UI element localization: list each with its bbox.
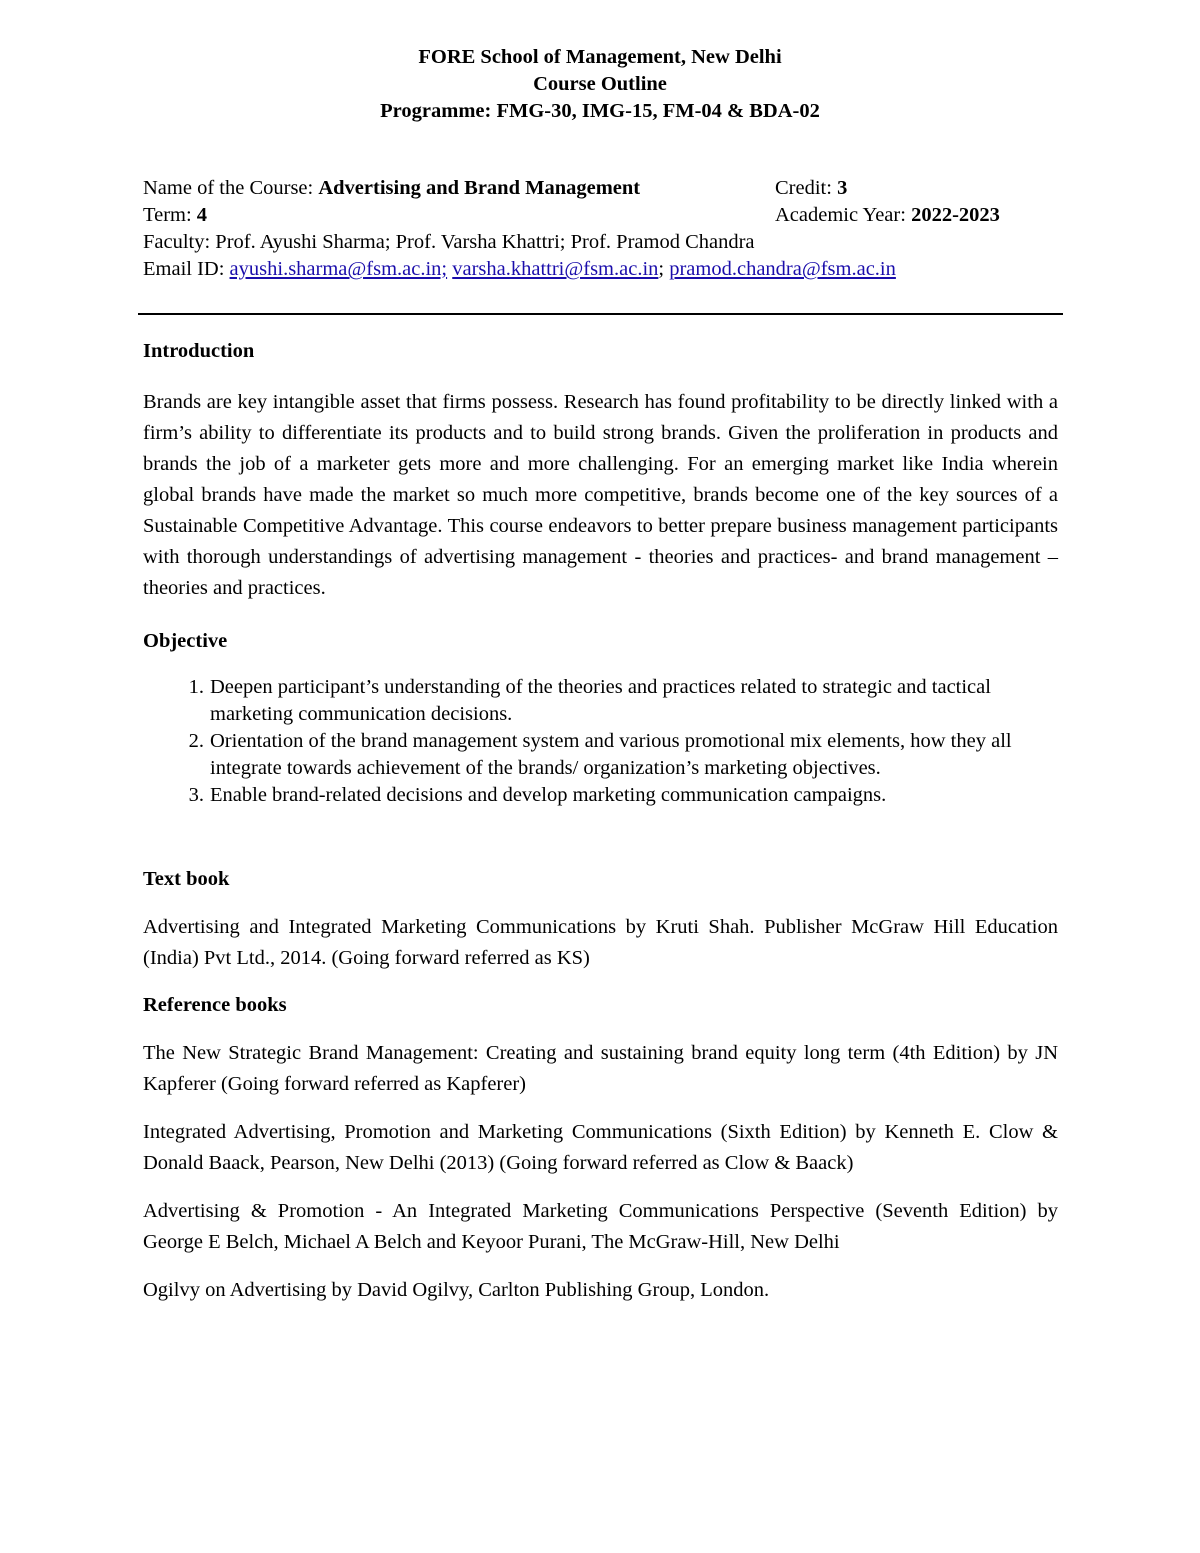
academic-year-field bbox=[775, 202, 1000, 229]
list-text: Deepen participant’s understanding of the theories and practices related to strategic and tactical marketing communication decisions. bbox=[210, 676, 991, 725]
header-divider bbox=[138, 313, 1063, 315]
reference-item: Integrated Advertising, Promotion and Marketing Communications (Sixth Edition) by Kenneth E. Clow & Donald Baack, Pearson, New Delhi (2013) (Going forward referred as Clow & Baack) bbox=[143, 1121, 1058, 1174]
academic-year-label: Academic Year: bbox=[775, 204, 912, 226]
list-number: 1. bbox=[188, 676, 204, 698]
textbook-heading: Text book bbox=[143, 868, 230, 890]
term-value: 4 bbox=[196, 204, 208, 226]
objective-heading: Objective bbox=[143, 630, 228, 652]
email-link-ayushi[interactable]: ayushi.sharma@fsm.ac.in; bbox=[229, 258, 448, 280]
document-body bbox=[143, 336, 1058, 1306]
list-text: Enable brand-related decisions and develop marketing communication campaigns. bbox=[210, 784, 887, 806]
course-meta bbox=[143, 175, 1063, 283]
textbook-text: Advertising and Integrated Marketing Communications by Kruti Shah. Publisher McGraw Hill Education (India) Pvt Ltd., 2014. (Going forward referred as KS) bbox=[143, 916, 1058, 969]
list-item bbox=[143, 674, 1058, 728]
course-name: Advertising and Brand Management bbox=[318, 177, 641, 199]
institution-title: FORE School of Management, New Delhi bbox=[418, 46, 782, 68]
reference-item: Ogilvy on Advertising by David Ogilvy, Carlton Publishing Group, London. bbox=[143, 1279, 770, 1301]
introduction-heading: Introduction bbox=[143, 340, 255, 362]
credit-field bbox=[775, 175, 847, 202]
list-number: 3. bbox=[188, 784, 204, 806]
email-link-varsha[interactable]: varsha.khattri@fsm.ac.in bbox=[452, 258, 659, 280]
document-title: Course Outline bbox=[533, 73, 667, 95]
course-row bbox=[143, 175, 1063, 202]
list-item bbox=[143, 728, 1058, 782]
term-row bbox=[143, 202, 1063, 229]
reference-item: Advertising & Promotion - An Integrated Marketing Communications Perspective (Seventh Edition) by George E Belch, Michael A Belch and Keyoor Purani, The McGraw-Hill, New Delhi bbox=[143, 1200, 1058, 1253]
faculty-line: Faculty: Prof. Ayushi Sharma; Prof. Varsha Khattri; Prof. Pramod Chandra bbox=[143, 231, 755, 253]
email-row: Email ID: ayushi.sharma@fsm.ac.in; varsha.khattri@fsm.ac.in; pramod.chandra@fsm.ac.in bbox=[143, 258, 896, 280]
credit-value: 3 bbox=[837, 177, 848, 199]
list-text: Orientation of the brand management system and various promotional mix elements, how they all integrate towards achievement of the brands/ organization’s marketing objectives. bbox=[210, 730, 1012, 779]
introduction-text: Brands are key intangible asset that firms possess. Research has found profitability to be directly linked with a firm’s ability to differentiate its products and to build strong brands. Given the proliferation in products and brands the job of a marketer gets more and more challenging. For an emerging market like India wherein global brands have made the market so much more competitive, brands become one of the key sources of a Sustainable Competitive Advantage. This course endeavors to better prepare business management participants with thorough understandings of advertising management - theories and practices- and brand management – theories and practices. bbox=[143, 391, 1058, 599]
list-item bbox=[143, 782, 1058, 809]
term-label: Term: bbox=[143, 204, 197, 226]
email-label: Email ID: bbox=[143, 258, 230, 280]
reference-books-heading: Reference books bbox=[143, 994, 287, 1016]
academic-year-value: 2022-2023 bbox=[911, 204, 1000, 226]
document-header bbox=[0, 44, 1200, 125]
reference-item: The New Strategic Brand Management: Creating and sustaining brand equity long term (4th Edition) by JN Kapferer (Going forward referred as Kapferer) bbox=[143, 1042, 1058, 1095]
course-label: Name of the Course: bbox=[143, 177, 319, 199]
programme-line: Programme: FMG-30, IMG-15, FM-04 & BDA-02 bbox=[380, 100, 820, 122]
email-link-pramod[interactable]: pramod.chandra@fsm.ac.in bbox=[669, 258, 896, 280]
objective-list bbox=[143, 674, 1058, 809]
list-number: 2. bbox=[188, 730, 204, 752]
credit-label: Credit: bbox=[775, 177, 838, 199]
